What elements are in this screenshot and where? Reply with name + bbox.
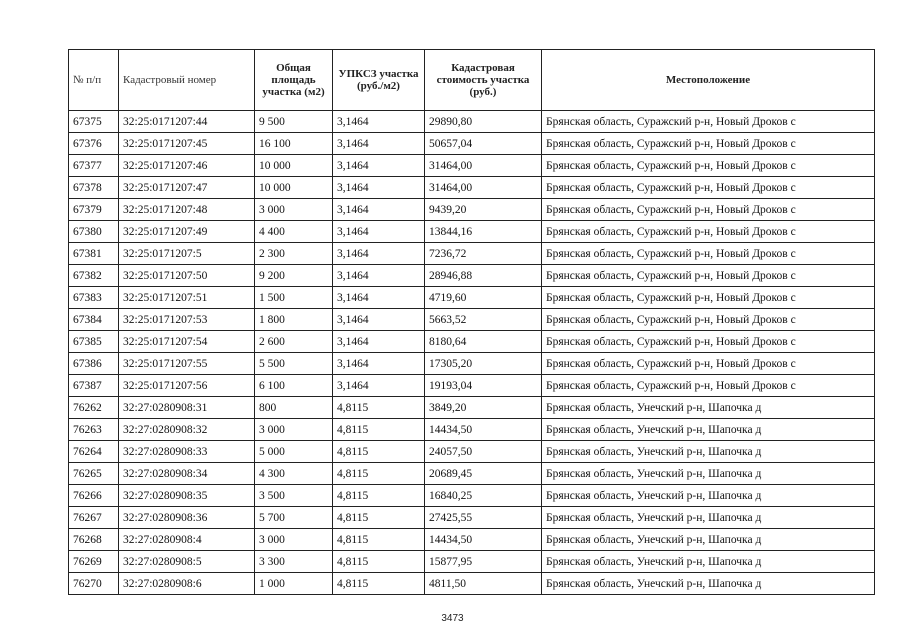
- cell-cadastral-cost: 14434,50: [425, 529, 542, 551]
- cell-location: Брянская область, Унечский р-н, Шапочка д: [542, 441, 875, 463]
- table-row: [69, 485, 875, 507]
- table-row: [69, 419, 875, 441]
- cell-cadastral-cost: 4719,60: [425, 287, 542, 309]
- cell-upksz: 3,1464: [333, 309, 425, 331]
- cell-location: Брянская область, Суражский р-н, Новый Дроков с: [542, 155, 875, 177]
- cell-upksz: 4,8115: [333, 551, 425, 573]
- cell-upksz: 3,1464: [333, 331, 425, 353]
- table-row: [69, 243, 875, 265]
- table-row: [69, 463, 875, 485]
- cell-cadastral-cost: 9439,20: [425, 199, 542, 221]
- cell-num: 76262: [69, 397, 119, 419]
- header-upksz: УПКСЗ участка (руб./м2): [333, 50, 425, 111]
- cell-cadastral-number: 32:25:0171207:48: [119, 199, 255, 221]
- cell-upksz: 3,1464: [333, 221, 425, 243]
- cell-cadastral-cost: 14434,50: [425, 419, 542, 441]
- cell-area: 3 000: [255, 419, 333, 441]
- cell-num: 67375: [69, 111, 119, 133]
- cell-cadastral-cost: 16840,25: [425, 485, 542, 507]
- cell-num: 76268: [69, 529, 119, 551]
- cell-num: 67386: [69, 353, 119, 375]
- cell-cadastral-number: 32:25:0171207:53: [119, 309, 255, 331]
- cell-cadastral-cost: 28946,88: [425, 265, 542, 287]
- cell-location: Брянская область, Суражский р-н, Новый Дроков с: [542, 111, 875, 133]
- table-row: [69, 397, 875, 419]
- cell-num: 67382: [69, 265, 119, 287]
- cell-cadastral-cost: 19193,04: [425, 375, 542, 397]
- cell-location: Брянская область, Унечский р-н, Шапочка д: [542, 573, 875, 595]
- header-area: Общая площадь участка (м2): [255, 50, 333, 111]
- cell-cadastral-cost: 3849,20: [425, 397, 542, 419]
- cell-cadastral-cost: 7236,72: [425, 243, 542, 265]
- cell-num: 67381: [69, 243, 119, 265]
- cell-area: 9 500: [255, 111, 333, 133]
- cell-area: 10 000: [255, 155, 333, 177]
- cell-num: 67377: [69, 155, 119, 177]
- cell-upksz: 3,1464: [333, 133, 425, 155]
- cell-upksz: 3,1464: [333, 353, 425, 375]
- cell-num: 67379: [69, 199, 119, 221]
- cell-upksz: 4,8115: [333, 441, 425, 463]
- cell-location: Брянская область, Суражский р-н, Новый Дроков с: [542, 287, 875, 309]
- cell-num: 76264: [69, 441, 119, 463]
- cell-location: Брянская область, Суражский р-н, Новый Дроков с: [542, 353, 875, 375]
- cell-area: 16 100: [255, 133, 333, 155]
- cell-location: Брянская область, Суражский р-н, Новый Дроков с: [542, 221, 875, 243]
- cell-cadastral-cost: 31464,00: [425, 155, 542, 177]
- cell-upksz: 3,1464: [333, 177, 425, 199]
- cell-location: Брянская область, Унечский р-н, Шапочка д: [542, 551, 875, 573]
- cell-area: 3 500: [255, 485, 333, 507]
- cell-cadastral-cost: 8180,64: [425, 331, 542, 353]
- cell-cadastral-number: 32:25:0171207:54: [119, 331, 255, 353]
- cell-cadastral-number: 32:27:0280908:33: [119, 441, 255, 463]
- table-body: [69, 111, 875, 595]
- header-location: Местоположение: [542, 50, 875, 111]
- cell-upksz: 3,1464: [333, 243, 425, 265]
- cell-cadastral-number: 32:27:0280908:34: [119, 463, 255, 485]
- cell-location: Брянская область, Унечский р-н, Шапочка д: [542, 529, 875, 551]
- cell-area: 3 000: [255, 199, 333, 221]
- table-row: [69, 507, 875, 529]
- cell-location: Брянская область, Суражский р-н, Новый Дроков с: [542, 133, 875, 155]
- cell-num: 76266: [69, 485, 119, 507]
- cell-num: 67383: [69, 287, 119, 309]
- cell-cadastral-number: 32:27:0280908:6: [119, 573, 255, 595]
- cell-cadastral-cost: 13844,16: [425, 221, 542, 243]
- cell-cadastral-number: 32:27:0280908:32: [119, 419, 255, 441]
- cell-location: Брянская область, Унечский р-н, Шапочка д: [542, 419, 875, 441]
- cell-upksz: 3,1464: [333, 111, 425, 133]
- table-row: [69, 287, 875, 309]
- cell-cadastral-cost: 17305,20: [425, 353, 542, 375]
- cell-upksz: 4,8115: [333, 507, 425, 529]
- table-row: [69, 221, 875, 243]
- cell-cadastral-number: 32:25:0171207:5: [119, 243, 255, 265]
- cell-location: Брянская область, Суражский р-н, Новый Дроков с: [542, 331, 875, 353]
- cell-cadastral-number: 32:25:0171207:47: [119, 177, 255, 199]
- cell-cadastral-number: 32:25:0171207:49: [119, 221, 255, 243]
- cell-location: Брянская область, Суражский р-н, Новый Дроков с: [542, 265, 875, 287]
- page-number: 3473: [441, 613, 464, 624]
- cell-num: 67387: [69, 375, 119, 397]
- cell-num: 76269: [69, 551, 119, 573]
- table-row: [69, 111, 875, 133]
- cell-location: Брянская область, Унечский р-н, Шапочка д: [542, 397, 875, 419]
- table-row: [69, 375, 875, 397]
- cell-location: Брянская область, Унечский р-н, Шапочка д: [542, 463, 875, 485]
- cell-cadastral-cost: 15877,95: [425, 551, 542, 573]
- cell-upksz: 4,8115: [333, 397, 425, 419]
- cell-cadastral-cost: 20689,45: [425, 463, 542, 485]
- cell-cadastral-cost: 24057,50: [425, 441, 542, 463]
- cell-cadastral-number: 32:25:0171207:45: [119, 133, 255, 155]
- cell-area: 2 300: [255, 243, 333, 265]
- table-row: [69, 155, 875, 177]
- cell-location: Брянская область, Суражский р-н, Новый Дроков с: [542, 177, 875, 199]
- cell-cadastral-number: 32:25:0171207:44: [119, 111, 255, 133]
- cell-cadastral-number: 32:27:0280908:35: [119, 485, 255, 507]
- cell-area: 5 500: [255, 353, 333, 375]
- cell-cadastral-number: 32:27:0280908:31: [119, 397, 255, 419]
- cell-cadastral-cost: 5663,52: [425, 309, 542, 331]
- table-row: [69, 177, 875, 199]
- cell-area: 1 800: [255, 309, 333, 331]
- header-num: № п/п: [69, 50, 119, 111]
- cell-cadastral-cost: 50657,04: [425, 133, 542, 155]
- cell-area: 1 000: [255, 573, 333, 595]
- table-row: [69, 265, 875, 287]
- cell-cadastral-cost: 29890,80: [425, 111, 542, 133]
- table-row: [69, 529, 875, 551]
- cell-num: 76263: [69, 419, 119, 441]
- cell-area: 3 300: [255, 551, 333, 573]
- cell-location: Брянская область, Унечский р-н, Шапочка д: [542, 507, 875, 529]
- cell-cadastral-cost: 4811,50: [425, 573, 542, 595]
- cell-location: Брянская область, Унечский р-н, Шапочка д: [542, 485, 875, 507]
- cell-cadastral-number: 32:25:0171207:56: [119, 375, 255, 397]
- cell-area: 9 200: [255, 265, 333, 287]
- table-row: [69, 551, 875, 573]
- cell-num: 67385: [69, 331, 119, 353]
- cell-area: 4 400: [255, 221, 333, 243]
- cell-area: 5 000: [255, 441, 333, 463]
- cell-area: 5 700: [255, 507, 333, 529]
- cell-cadastral-number: 32:25:0171207:46: [119, 155, 255, 177]
- table-row: [69, 573, 875, 595]
- cell-num: 76267: [69, 507, 119, 529]
- table-row: [69, 331, 875, 353]
- cell-location: Брянская область, Суражский р-н, Новый Дроков с: [542, 309, 875, 331]
- cell-cadastral-cost: 27425,55: [425, 507, 542, 529]
- table-row: [69, 199, 875, 221]
- cell-cadastral-number: 32:25:0171207:50: [119, 265, 255, 287]
- cell-location: Брянская область, Суражский р-н, Новый Дроков с: [542, 199, 875, 221]
- cell-cadastral-number: 32:27:0280908:5: [119, 551, 255, 573]
- header-cadastral-number: Кадастровый номер: [119, 50, 255, 111]
- cell-num: 76270: [69, 573, 119, 595]
- cell-area: 1 500: [255, 287, 333, 309]
- cell-upksz: 4,8115: [333, 463, 425, 485]
- table-row: [69, 133, 875, 155]
- cell-area: 3 000: [255, 529, 333, 551]
- cell-cadastral-number: 32:27:0280908:36: [119, 507, 255, 529]
- cell-cadastral-number: 32:25:0171207:51: [119, 287, 255, 309]
- cell-upksz: 3,1464: [333, 155, 425, 177]
- cell-num: 76265: [69, 463, 119, 485]
- cell-location: Брянская область, Суражский р-н, Новый Дроков с: [542, 243, 875, 265]
- table-row: [69, 309, 875, 331]
- cell-cadastral-number: 32:25:0171207:55: [119, 353, 255, 375]
- cell-upksz: 4,8115: [333, 419, 425, 441]
- cell-area: 2 600: [255, 331, 333, 353]
- table-row: [69, 441, 875, 463]
- cell-area: 800: [255, 397, 333, 419]
- table-header: [69, 50, 875, 111]
- cell-upksz: 4,8115: [333, 529, 425, 551]
- cell-num: 67376: [69, 133, 119, 155]
- cell-upksz: 3,1464: [333, 199, 425, 221]
- cell-area: 10 000: [255, 177, 333, 199]
- table-row: [69, 353, 875, 375]
- cell-area: 4 300: [255, 463, 333, 485]
- cell-num: 67378: [69, 177, 119, 199]
- cell-upksz: 3,1464: [333, 265, 425, 287]
- cell-upksz: 4,8115: [333, 573, 425, 595]
- cell-location: Брянская область, Суражский р-н, Новый Дроков с: [542, 375, 875, 397]
- cell-cadastral-cost: 31464,00: [425, 177, 542, 199]
- cell-upksz: 3,1464: [333, 375, 425, 397]
- cell-upksz: 4,8115: [333, 485, 425, 507]
- cell-cadastral-number: 32:27:0280908:4: [119, 529, 255, 551]
- cell-area: 6 100: [255, 375, 333, 397]
- cell-upksz: 3,1464: [333, 287, 425, 309]
- cadastral-table: [68, 49, 875, 595]
- cell-num: 67380: [69, 221, 119, 243]
- header-cadastral-cost: Кадастровая стоимость участка (руб.): [425, 50, 542, 111]
- header-row: [69, 50, 875, 111]
- cell-num: 67384: [69, 309, 119, 331]
